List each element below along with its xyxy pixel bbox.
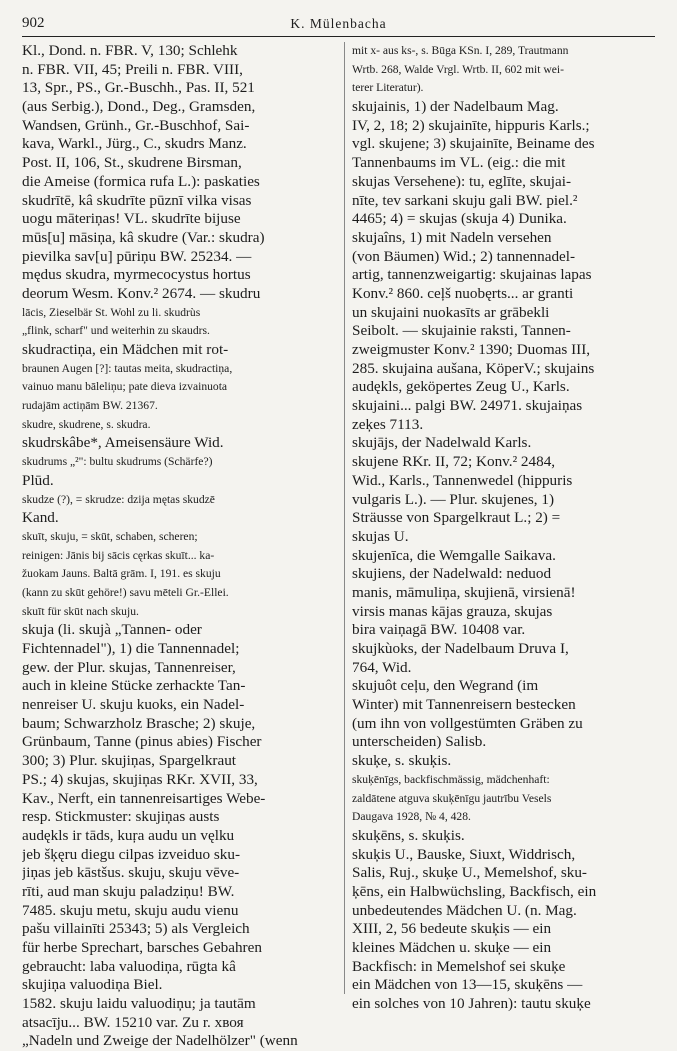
text-line: terer Literatur). (352, 81, 424, 95)
text-line: skujenīca, die Wemgalle Saikava. (352, 546, 556, 564)
text-line: skuķēns, s. skuķis. (352, 826, 465, 844)
page-number: 902 (22, 15, 45, 31)
text-line: kava, Warkl., Jürg., C., skudrs Manz. (22, 135, 247, 153)
text-line: skuķe, s. skuķis. (352, 752, 452, 770)
text-line: mędus skudra, myrmecocystus hortus (22, 266, 251, 284)
text-line: Fichtennadel"), 1) die Tannennadel; (22, 640, 240, 657)
text-line: ein Mädchen von 13—15, skuķēns — (352, 976, 583, 994)
text-line: skujaîns, 1) mit Nadeln versehen (352, 228, 552, 246)
text-line: n. FBR. VII, 45; Preili n. FBR. VIII, (22, 60, 243, 78)
text-line: (kann zu skūt gehöre!) savu mēteli Gr.-Ellei. (22, 585, 229, 599)
text-line: skudractiņa, ein Mädchen mit rot- (22, 341, 229, 358)
text-line: skujiņa valuodiņa Biel. (22, 976, 163, 994)
text-line: ein solches von 10 Jahren): tautu skuķe (352, 995, 591, 1013)
text-line: skujainis, 1) der Nadelbaum Mag. (352, 98, 559, 116)
text-line: Kl., Dond. n. FBR. V, 130; Schlehk (22, 42, 238, 59)
text-line: PS.; 4) skujas, skujiņas RKr. XVII, 33, (22, 770, 258, 788)
right-column (352, 42, 657, 1014)
text-line: deorum Wesm. Konv.² 2674. — skudru (22, 284, 261, 302)
text-line: Wid., Karls., Tannenwedel (hippuris (352, 471, 573, 489)
text-line: Salis, Ruj., skuķe U., Memelshof, sku- (352, 864, 587, 882)
text-line: skujājs, der Nadelwald Karls. (352, 434, 532, 452)
text-line: 7485. skuju metu, skuju audu vienu (22, 901, 239, 919)
page-header (22, 14, 655, 37)
text-line: 4465; 4) = skujas (skuja 4) Dunika. (352, 210, 567, 228)
text-line: 285. skujaina aušana, KöperV.; skujains (352, 359, 595, 377)
text-line: skujuôt ceļu, den Wegrand (im (352, 677, 539, 695)
text-line: Kand. (22, 509, 59, 527)
text-line: lācis, Zieselbär St. Wohl zu li. skudrùs (22, 305, 201, 319)
text-line: skudrītē, kâ skudrīte pūznī vilka visas (22, 191, 252, 209)
text-line: mūs[u] māsiņa, kâ skudre (Var.: skudra) (22, 228, 265, 246)
text-line: manis, māmuliņa, skujienā, virsienā! (352, 583, 576, 601)
text-line: braunen Augen [?]: tautas meita, skudractiņa, (22, 361, 233, 375)
text-line: (von Bäumen) Wid.; 2) tannennadel- (352, 247, 576, 265)
text-line: vainuo manu bāleliņu; pate dieva izvainuota (22, 380, 228, 394)
text-line: zeķes 7113. (352, 415, 424, 433)
text-line: atsacīju... BW. 15210 var. Zu r. хвоя (22, 1013, 244, 1031)
text-line: bira vaiņagā BW. 10408 var. (352, 621, 526, 639)
text-line: skujkùoks, der Nadelbaum Druva I, (352, 640, 569, 657)
text-line: Backfisch: in Memelshof sei skuķe (352, 957, 566, 975)
text-line: mit x- aus ks-, s. Būga KSn. I, 289, Trautmann (352, 44, 569, 57)
text-line: rudajām actiņām BW. 21367. (22, 399, 158, 413)
text-line: žuokam Jauns. Baltā grām. I, 191. es skuju (22, 567, 221, 581)
text-line: Sträusse von Spargelkraut L.; 2) = (352, 509, 561, 527)
text-line: jeb šķęru diegu cilpas izveiduo sku- (22, 845, 241, 863)
text-line: Plūd. (22, 471, 54, 489)
text-line: un skujaini nuokasīts ar grābekli (352, 303, 550, 321)
text-line: Winter) mit Tannenreisern bestecken (352, 696, 576, 714)
text-line: (um ihn von vollgestümten Gräben zu (352, 714, 583, 732)
text-line: skujiens, der Nadelwald: neduod (352, 565, 552, 583)
text-line: vulgaris L.). — Plur. skujenes, 1) (352, 490, 555, 508)
text-line: Post. II, 106, St., skudrene Birsman, (22, 154, 242, 172)
text-line: 764, Wid. (352, 658, 412, 676)
text-line: skuķēnīgs, backfischmässig, mädchenhaft: (352, 772, 550, 786)
text-line: IV, 2, 18; 2) skujainīte, hippuris Karls.; (352, 116, 590, 134)
text-line: (aus Serbig.), Dond., Deg., Gramsden, (22, 98, 256, 116)
text-line: zaldātene atguva skuķēnīgu jautrību Vesels (352, 791, 552, 805)
text-line: für herbe Sprechart, barsches Gebahren (22, 939, 262, 956)
text-line: kleines Mädchen u. skuķe — ein (352, 939, 552, 956)
text-line: vgl. skujene; 3) skujainīte, Beiname des (352, 135, 595, 153)
left-column (22, 42, 338, 1051)
text-line: gew. der Plur. skujas, Tannenreiser, (22, 658, 236, 676)
text-line: skujaini... palgi BW. 24971. skujaiņas (352, 397, 583, 415)
text-line: 13, Spr., PS., Gr.-Buschh., Pas. II, 521 (22, 79, 255, 97)
text-line: virsis manas kājas grauza, skujas (352, 602, 553, 620)
text-line: Daugava 1928, № 4, 428. (352, 810, 471, 824)
text-line: „Nadeln und Zweige der Nadelhölzer" (wenn (22, 1032, 298, 1050)
text-line: uogu māteriņas! VL. skudrīte bijuse (22, 210, 241, 228)
text-line: auch in kleine Stücke zerhackte Tan- (22, 677, 246, 695)
text-line: nīte, tev sarkani skuju gali BW. piel.² (352, 191, 578, 209)
text-line: Konv.² 860. ceļš nuobęrts... ar granti (352, 284, 574, 302)
text-line: 1582. skuju laidu valuodiņu; ja tautām (22, 995, 256, 1013)
text-line: resp. Stickmuster: skujiņas austs (22, 808, 220, 826)
column-divider (344, 42, 345, 994)
text-line: skujas Versehene): tu, eglīte, skujai- (352, 172, 572, 190)
text-line: Kav., Nerft, ein tannenreisartiges Webe- (22, 789, 266, 807)
text-line: skudrums „²": bultu skudrums (Schärfe?) (22, 455, 213, 469)
text-line: Grünbaum, Tanne (pinus abies) Fischer (22, 733, 262, 751)
text-line: rīti, aud man skuju paladziņu! BW. (22, 882, 235, 900)
text-line: „flink, scharf" und weiterhin zu skaudrs. (22, 324, 210, 338)
text-line: gebraucht: laba valuodiņa, rūgta kâ (22, 957, 236, 975)
text-line: audękls, geköpertes Zeug U., Karls. (352, 378, 570, 396)
text-line: Wrtb. 268, Walde Vrgl. Wrtb. II, 602 mit wei- (352, 62, 564, 76)
text-line: pašu villainīti 25343; 5) als Vergleich (22, 920, 250, 938)
text-line: skujene RKr. II, 72; Konv.² 2484, (352, 453, 556, 471)
text-line: Tannenbaums im VL. (eig.: die mit (352, 154, 566, 172)
text-line: die Ameise (formica rufa L.): paskaties (22, 172, 260, 190)
text-line: ķēns, ein Halbwüchsling, Backfisch, ein (352, 882, 597, 900)
text-line: unterscheiden) Salisb. (352, 733, 487, 751)
text-line: skuja (li. skujà „Tannen- oder (22, 621, 202, 639)
text-line: pievilka sav[u] pūriņu BW. 25234. — (22, 247, 252, 265)
text-line: unbedeutendes Mädchen U. (n. Mag. (352, 901, 577, 919)
text-line: zweigmuster Konv.² 1390; Duomas III, (352, 341, 591, 358)
text-line: skudre, skudrene, s. skudra. (22, 417, 151, 431)
text-line: baum; Schwarzholz Brasche; 2) skuje, (22, 714, 256, 732)
running-head: K. Mülenbacha (290, 16, 387, 31)
text-line: skujas U. (352, 527, 409, 545)
text-line: skuīt, skuju, = skūt, schaben, scheren; (22, 529, 198, 543)
text-line: skudrskâbe*, Ameisensäure Wid. (22, 434, 224, 452)
text-line: jiņas jeb kāstšus. skuju, skuju vēve- (22, 864, 240, 882)
text-line: XIII, 2, 56 bedeute skuķis — ein (352, 920, 552, 938)
text-line: artig, tannenzweigartig: skujainas lapas (352, 266, 592, 284)
text-line: 300; 3) Plur. skujiņas, Spargelkraut (22, 752, 237, 770)
text-line: skuķis U., Bauske, Siuxt, Widdrisch, (352, 845, 576, 863)
text-line: reinigen: Jānis bij sācis cęrkas skuīt... ka- (22, 548, 215, 562)
text-line: skuīt für skūt nach skuju. (22, 604, 139, 618)
text-line: nenreiser U. skuju kuoks, ein Nadel- (22, 696, 245, 714)
text-line: skudze (?), = skrudze: dzija mętas skudzē (22, 492, 215, 506)
text-line: Seibolt. — skujainie raksti, Tannen- (352, 322, 571, 340)
text-line: Wandsen, Grünh., Gr.-Buschhof, Sai- (22, 116, 250, 134)
text-line: audękls ir tāds, kuŗa audu un vęlku (22, 826, 235, 844)
